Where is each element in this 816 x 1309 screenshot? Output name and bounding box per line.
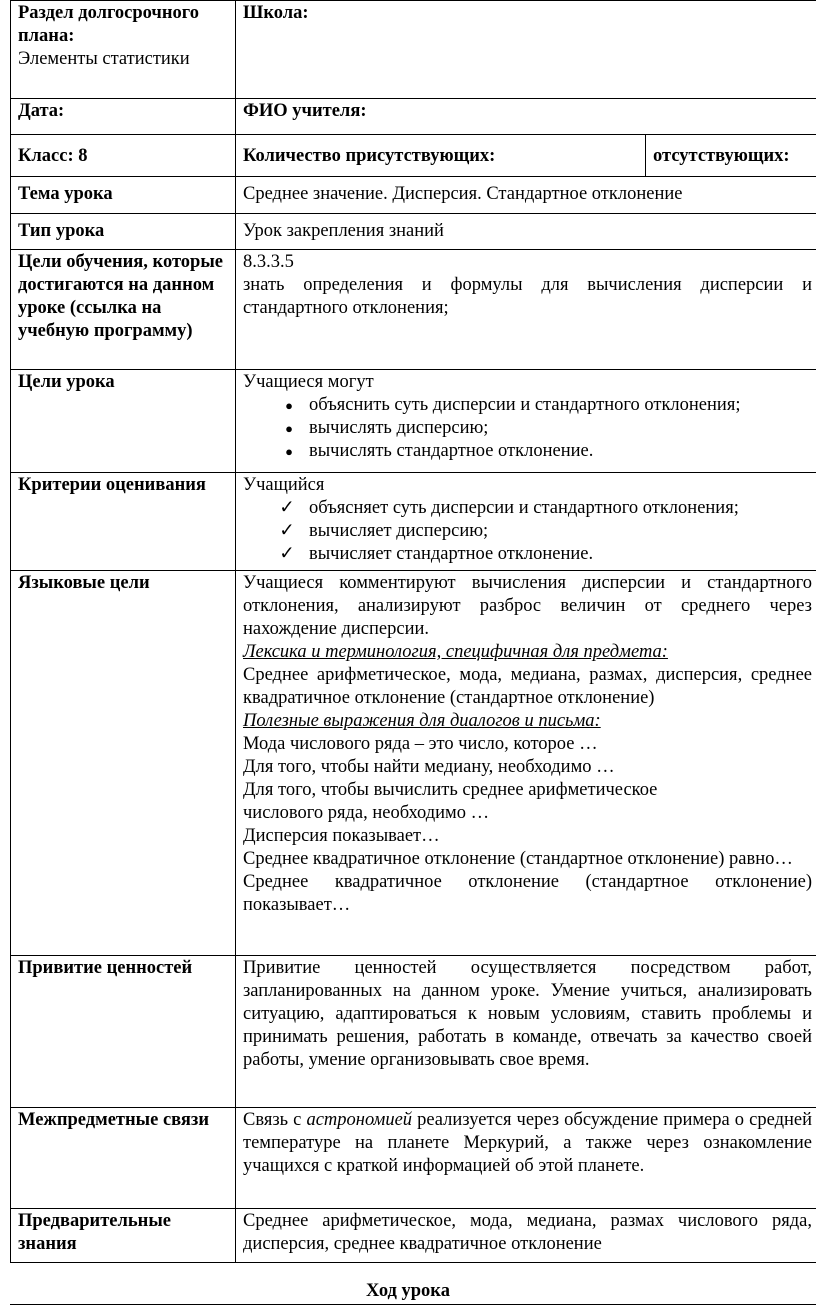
phrases-heading: Полезные выражения для диалогов и письма: xyxy=(243,711,601,731)
row-lesson-type xyxy=(11,214,816,250)
cross-subject-italic: астрономией xyxy=(306,1110,413,1130)
list-item: ● вычислять стандартное отклонение. xyxy=(243,440,812,463)
section-cell xyxy=(11,1,236,99)
date-label: Дата: xyxy=(11,99,236,135)
row-prior-knowledge xyxy=(11,1209,816,1263)
prior-knowledge-text: Среднее арифметическое, мода, медиана, размах числового ряда, дисперсия, среднее квадратичное отклонение xyxy=(236,1209,816,1263)
cross-subject-cell xyxy=(236,1108,816,1209)
topic-label: Тема урока xyxy=(11,177,236,214)
list-item: ● вычислять дисперсию; xyxy=(243,417,812,440)
phrase-item: Среднее квадратичное отклонение (стандартное отклонение) показывает… xyxy=(243,872,812,915)
row-criteria xyxy=(11,473,816,571)
language-goals-intro: Учащиеся комментируют вычисления дисперсии и стандартного отклонения, анализируют разброс величин от среднего через нахождение дисперсии. xyxy=(243,573,812,639)
vocab-heading: Лексика и терминология, специфичная для предмета: xyxy=(243,642,668,662)
list-item: ✓ объясняет суть дисперсии и стандартного отклонения; xyxy=(243,497,812,520)
teacher-label: ФИО учителя: xyxy=(236,99,816,135)
phrase-item: Мода числового ряда – это число, которое … xyxy=(243,734,598,754)
language-goals-label: Языковые цели xyxy=(11,571,236,956)
cross-subject-label: Межпредметные связи xyxy=(11,1108,236,1209)
learning-goals-code: 8.3.3.5 xyxy=(243,252,294,272)
phrase-item: Среднее квадратичное отклонение (стандартное отклонение) равно… xyxy=(243,849,793,869)
vocab-text: Среднее арифметическое, мода, медиана, размах, дисперсия, среднее квадратичное отклонение (стандартное отклонение) xyxy=(243,665,812,708)
row-cross-subject xyxy=(11,1108,816,1209)
bullet-dot-icon: ● xyxy=(285,444,293,459)
prior-knowledge-label: Предварительные знания xyxy=(11,1209,236,1263)
checkmark-icon: ✓ xyxy=(279,498,295,518)
topic-value: Среднее значение. Дисперсия. Стандартное отклонение xyxy=(236,177,816,214)
lesson-progress-heading: Ход урока xyxy=(366,1281,450,1301)
row-class xyxy=(11,135,816,177)
list-item: ● объяснить суть дисперсии и стандартного отклонения; xyxy=(243,394,812,417)
row-language-goals xyxy=(11,571,816,956)
row-values xyxy=(11,956,816,1108)
criteria-list xyxy=(243,497,812,566)
row-topic xyxy=(11,177,816,214)
learning-goals-text: знать определения и формулы для вычисления дисперсии и стандартного отклонения; xyxy=(243,275,812,318)
row-section xyxy=(11,1,816,99)
school-label: Школа: xyxy=(236,1,816,99)
learning-goals-label: Цели обучения, которые достигаются на данном уроке (ссылка на учебную программу) xyxy=(11,250,236,370)
bullet-dot-icon: ● xyxy=(285,398,293,413)
lesson-goals-cell xyxy=(236,370,816,473)
language-goals-cell xyxy=(236,571,816,956)
lesson-goals-label: Цели урока xyxy=(11,370,236,473)
lesson-plan-table xyxy=(10,0,816,1263)
lesson-type-label: Тип урока xyxy=(11,214,236,250)
cross-subject-text-before: Связь с xyxy=(243,1110,307,1130)
learning-goals-cell xyxy=(236,250,816,370)
checkmark-icon: ✓ xyxy=(279,544,295,564)
phrase-item: Для того, чтобы вычислить среднее арифметическое числового ряда, необходимо … xyxy=(243,780,658,823)
lesson-goals-intro: Учащиеся могут xyxy=(243,372,374,392)
bullet-dot-icon: ● xyxy=(285,421,293,436)
row-learning-goals xyxy=(11,250,816,370)
values-text: Привитие ценностей осуществляется посредством работ, запланированных на данном уроке. Умение учиться, анализировать ситуацию, адаптироваться к новым условиям, ставить проблемы и принимать решения, работать в команде, отвечать за качество своей работы, умение организовывать свое время. xyxy=(236,956,816,1108)
checkmark-icon: ✓ xyxy=(279,521,295,541)
present-label: Количество присутствующих: xyxy=(236,135,646,177)
class-label: Класс: 8 xyxy=(11,135,236,177)
list-item: ✓ вычисляет дисперсию; xyxy=(243,520,812,543)
lesson-goals-list xyxy=(243,394,812,463)
divider xyxy=(10,1304,816,1305)
values-label: Привитие ценностей xyxy=(11,956,236,1108)
absent-label: отсутствующих: xyxy=(646,135,816,177)
list-item: ✓ вычисляет стандартное отклонение. xyxy=(243,543,812,566)
section-label: Раздел долгосрочного плана: xyxy=(18,3,199,46)
phrase-item: Для того, чтобы найти медиану, необходимо … xyxy=(243,757,615,777)
cross-subject-text-after: реализуется через обсуждение примера о средней температуре на планете Меркурий, а также через ознакомление учащихся с краткой информацией об этой планете. xyxy=(243,1110,812,1176)
row-date xyxy=(11,99,816,135)
row-lesson-goals xyxy=(11,370,816,473)
section-value: Элементы статистики xyxy=(18,49,190,69)
criteria-label: Критерии оценивания xyxy=(11,473,236,571)
criteria-intro: Учащийся xyxy=(243,475,325,495)
criteria-cell xyxy=(236,473,816,571)
phrase-item: Дисперсия показывает… xyxy=(243,826,440,846)
lesson-type-value: Урок закрепления знаний xyxy=(236,214,816,250)
